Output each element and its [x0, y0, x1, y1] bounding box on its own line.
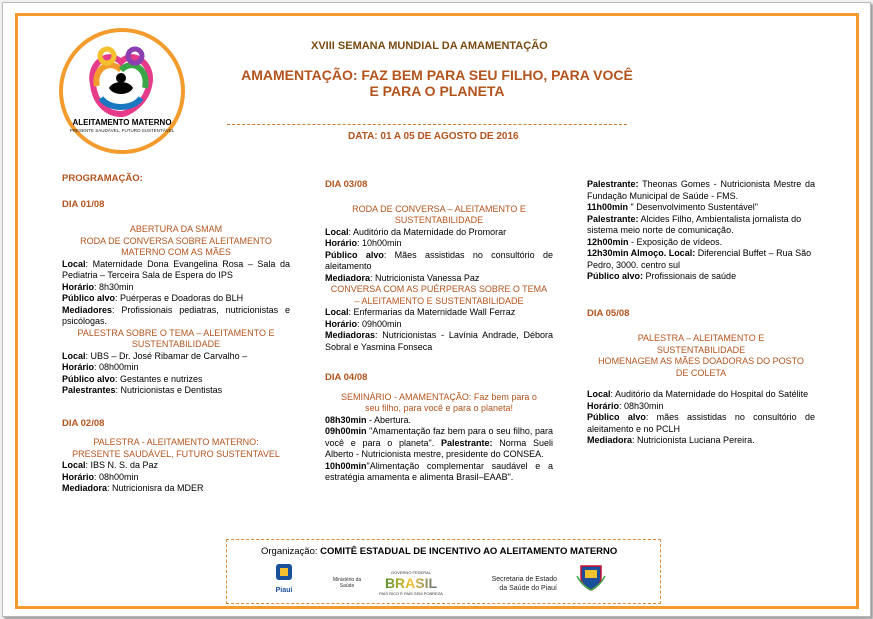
d2-local: Local: IBS N. S. da Paz	[62, 460, 159, 470]
d1-mediadores: Mediadores: Profissionais pediatras, nutricionistas e psicólogas.	[62, 304, 290, 326]
d2-activity-title-2: PRESENTE SAUDÁVEL, FUTURO SUSTENTAVEL	[72, 448, 280, 459]
column-day3-day4	[325, 179, 553, 484]
organization-footer	[226, 539, 661, 604]
d4-item-abertura: 08h30min - Abertura.	[325, 414, 412, 425]
d3-conversa-title-2: – ALEITAMENTO E SUSTENTABILIDADE	[354, 295, 524, 306]
logo-subtitle: PRESENTE SAUDÁVEL, FUTURO SUSTENTÁVEL	[69, 128, 175, 133]
day-05-heading: DIA 05/08	[587, 307, 630, 319]
d3-activity-title: RODA DE CONVERSA – ALEITAMENTO E	[352, 203, 526, 214]
day-01-heading: DIA 01/08	[62, 198, 105, 210]
piaui-logo: Piauí	[271, 562, 297, 594]
column-day1-day2	[62, 173, 290, 495]
d3-conversa-title: CONVERSA COM AS PUÉRPERAS SOBRE O TEMA	[330, 284, 548, 294]
d3-local-2: Local: Enfermarias da Maternidade Wall Ferraz	[325, 307, 516, 317]
d3-activity-title-2: SUSTENTABILIDADE	[394, 215, 484, 225]
aleitamento-logo	[59, 28, 185, 154]
secretaria-saude-logo: Secretaria de Estado da Saúde do Piauí	[491, 576, 557, 592]
d2-horario: Horário: 08h00min	[62, 471, 139, 482]
d4-item-alimentacao: 10h00min"Alimentação complementar saudável e a estratégia amamenta e alimenta Brasil–EAAB".	[325, 460, 553, 482]
d4-palestrante-theonas: Palestrante: Theonas Gomes - Nutricionista Mestre da Fundação Municipal de Saúde - FMS.	[587, 179, 815, 201]
d4-seminario-title-2: seu filho, para você e para o planeta!	[364, 403, 514, 413]
d5-mediadora: Mediadora: Nutricionista Luciana Pereira.	[587, 435, 755, 445]
d4-seminario-title: SEMINÁRIO - AMAMENTAÇÃO: Faz bem para o	[341, 391, 537, 402]
d2-mediadora: Mediadora: Nutricionisra da MDER	[62, 483, 204, 493]
organizer-line: Organização: COMITÊ ESTADUAL DE INCENTIVO AO ALEITAMENTO MATERNO	[261, 546, 618, 557]
piaui-emblem-icon	[271, 562, 297, 582]
d1-local: Local: Maternidade Dona Evangelina Rosa – Sala da Pediatria – Terceira Sala de Espera do IPS	[62, 258, 290, 280]
event-week-heading: XVIII SEMANA MUNDIAL DA AMAMENTAÇÃO	[311, 40, 548, 52]
d4-palestrante-alcides: Palestrante: Alcides Filho, Ambientalista jornalista do sistema meio norte de comunicação.	[587, 213, 802, 235]
d3-local: Local: Auditório da Maternidade do Promorar	[325, 226, 507, 237]
day-03-heading: DIA 03/08	[325, 179, 368, 190]
header-divider	[227, 124, 627, 125]
d1-palestra-title-2: SUSTENTABILIDADE	[131, 339, 221, 349]
d3-horario-2: Horário: 09h00min	[325, 318, 402, 329]
d5-publico: Público alvo: mães assistidas no consultório de aleitamento e no PCLH	[587, 412, 816, 434]
piaui-coat-of-arms	[575, 562, 607, 597]
d4-publico: Público alvo: Profissionais de saúde	[587, 271, 737, 281]
d4-item-videos: 12h00min - Exposição de vídeos.	[587, 236, 723, 247]
d5-horario: Horário: 08h30min	[587, 400, 664, 411]
d3-mediadora: Mediadora: Nutricionista Vanessa Paz	[325, 272, 480, 283]
title-line-1: AMAMENTAÇÃO: FAZ BEM PARA SEU FILHO, PARA VOCÊ	[241, 67, 633, 83]
logo-title: ALEITAMENTO MATERNO	[72, 118, 172, 127]
d1-local-2: Local: UBS – Dr. José Ribamar de Carvalho –	[62, 350, 248, 361]
day-04-heading: DIA 04/08	[325, 372, 368, 383]
programacao-heading: PROGRAMAÇÃO:	[62, 173, 143, 184]
event-main-title	[227, 67, 647, 99]
mother-child-logo-icon	[83, 44, 161, 118]
d3-mediadoras: Mediadoras: Nutricionistas - Lavínia Andrade, Débora Sobral e Yasmina Fonseca	[325, 330, 553, 352]
d3-horario: Horário: 10h00min	[325, 238, 402, 248]
d1-horario-2: Horário: 08h00min	[62, 362, 139, 372]
d1-activity-title-2: RODA DE CONVERSA SOBRE ALEITAMENTO	[80, 235, 272, 246]
ministerio-saude-logo: Ministério da Saúde	[332, 577, 362, 589]
document-page	[2, 2, 871, 617]
d4-item-palestra: 09h00min "Amamentação faz bem para o seu filho, para você e para o planeta". Palestrante: Norma Sueli Alberto - Nutricionista mestre, presidente do CONSEA.	[325, 426, 553, 459]
d2-activity-title: PALESTRA - ALEITAMENTO MATERNO:	[93, 437, 259, 447]
d4-item-almoco: 12h30min Almoço. Local: Diferencial Buffet – Rua São Pedro, 3000. centro sul	[587, 248, 812, 270]
coat-of-arms-icon	[575, 562, 607, 592]
day-02-heading: DIA 02/08	[62, 417, 105, 429]
d5-activity-title: PALESTRA – ALEITAMENTO E	[637, 333, 765, 343]
d5-activity-title-4: DE COLETA	[675, 367, 727, 378]
d1-palestra-title: PALESTRA SOBRE O TEMA – ALEITAMENTO E	[77, 327, 275, 338]
d1-palestrantes: Palestrantes: Nutricionistas e Dentistas	[62, 385, 223, 395]
d1-horario: Horário: 8h30min	[62, 281, 134, 292]
d5-activity-title-2: SUSTENTABILIDADE	[656, 344, 746, 355]
event-date: DATA: 01 A 05 DE AGOSTO DE 2016	[348, 131, 519, 142]
d1-publico: Público alvo: Puérperas e Doadoras do BLH	[62, 293, 244, 303]
d1-publico-2: Público alvo: Gestantes e nutrizes	[62, 373, 203, 384]
column-day4-cont-day5	[587, 179, 815, 447]
d4-item-desenvolvimento: 11h00min " Desenvolvimento Sustentável"	[587, 202, 758, 212]
d1-activity-title: ABERTURA DA SMAM	[129, 224, 223, 234]
d5-activity-title-3: HOMENAGEM AS MÃES DOADORAS DO POSTO	[598, 356, 804, 366]
brasil-wordmark: BRASIL	[375, 575, 447, 591]
d3-publico: Público alvo: Mães assistidas no consultório de aleitamento	[325, 249, 554, 271]
brasil-governo-logo: GOVERNO FEDERAL BRASIL PAÍS RICO É PAÍS SEM POBREZA	[375, 570, 447, 596]
d5-local: Local: Auditório da Maternidade do Hospital do Satélite	[587, 389, 809, 399]
d1-activity-title-3: MATERNO COM AS MÃES	[121, 247, 231, 257]
title-line-2: E PARA O PLANETA	[369, 83, 505, 99]
